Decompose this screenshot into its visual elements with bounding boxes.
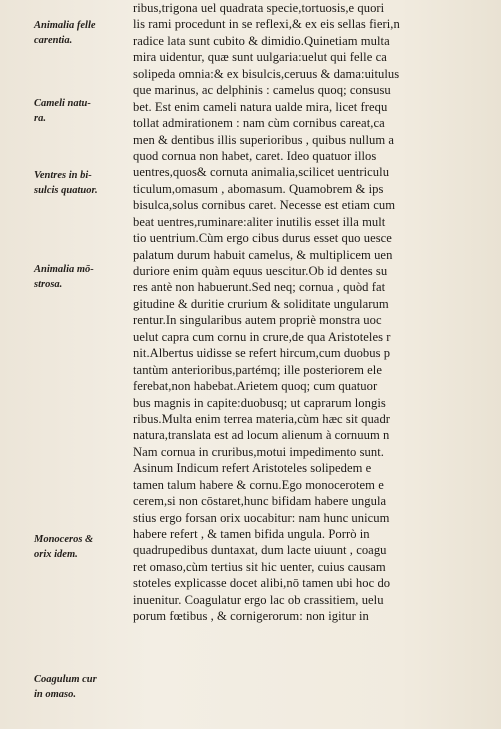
text-line: gitudine & duritie crurium & soliditate ungularum [133, 296, 389, 311]
margin-note-line: Ventres in bi- [34, 170, 92, 181]
text-line: mira uidentur, quæ sunt uulgaria:uelut qui felle ca [133, 50, 387, 65]
text-line: bet. Est enim cameli natura ualde mira, licet frequ [133, 99, 388, 114]
text-line: lis rami procedunt in se reflexi,& ex eis sellas fieri,n [133, 17, 400, 32]
text-line: men & dentibus illis superioribus , quibus nullum a [133, 132, 395, 147]
margin-note-line: in omaso. [34, 689, 77, 700]
text-line: solipeda omnia:& ex bisulcis,ceruus & dama:uitulus [133, 66, 400, 81]
margin-note-line: sulcis quatuor. [34, 185, 98, 196]
text-line: bisulca,solus cornibus caret. Necesse est etiam cum [133, 198, 396, 213]
margin-note-line: strosa. [34, 279, 63, 290]
margin-note-monstrosa [34, 262, 134, 292]
text-line: stoteles explicasse docet alibi,nō tamen ubi hoc do [133, 576, 391, 591]
text-line: ribus,trigona uel quadrata specie,tortuosis,e quori [133, 1, 385, 15]
margin-note-line: orix idem. [34, 549, 78, 560]
text-line: beat uentres,ruminare:aliter inutilis esset illa mult [133, 214, 386, 229]
text-line: natura,translata est ad locum alienum à cornuum n [133, 428, 390, 443]
text-line: rentur.In singularibus autem propriè monstra uoc [133, 313, 382, 328]
margin-note-line: Animalia felle [34, 20, 96, 31]
text-line: uelut capra cum cornu in crure,de qua Aristoteles r [133, 329, 391, 344]
margin-note-animalia-felle [34, 18, 134, 48]
text-line: habere refert , & tamen bifida ungula. Porrò in [133, 527, 370, 541]
text-line: que marinus, ac delphinis : camelus quoq; consusu [133, 83, 391, 98]
margin-note-line: Monoceros & [34, 534, 94, 545]
body-text-column [133, 0, 501, 625]
text-line: porum fœtibus , & cornigerorum: non igitur in [133, 609, 369, 624]
text-line: stius ergo forsan orix uocabitur: nam hunc unicum [133, 510, 390, 525]
text-line: quod cornua non habet, caret. Ideo quatuor illos [133, 148, 377, 163]
text-line: res antè non habuerunt.Sed neq; cornua , quòd fat [133, 280, 386, 295]
margin-note-line: Coagulum cur [34, 674, 97, 685]
margin-note-cameli-natura [34, 96, 134, 126]
text-line: nit.Albertus uidisse se refert hircum,cum duobus p [133, 346, 391, 361]
text-line: tantùm anterioribus,partémq; ille posteriorem ele [133, 362, 382, 377]
margin-note-line: Animalia mō- [34, 264, 94, 275]
text-line: bus magnis in capite:duobusq; ut caprarum longis [133, 395, 386, 410]
text-line: uentres,quos& cornuta animalia,scilicet uentriculu [133, 165, 390, 180]
text-line: tio uentrium.Cùm ergo cibus durus esset quo uesce [133, 231, 392, 246]
text-line: cerem,si non cōstaret,hunc bifidam habere ungula [133, 494, 387, 509]
text-line: ticulum,omasum , abomasum. Quamobrem & ips [133, 181, 384, 196]
text-line: ferebat,non habebat.Arietem quoq; cum quatuor [133, 379, 378, 394]
text-line: radice lata sunt cubito & dimidio.Quinetiam multa [133, 33, 390, 48]
margin-note-line: ra. [34, 113, 46, 124]
margin-note-line: carentia. [34, 35, 73, 46]
text-line: duriore enim quàm equus uescitur.Ob id dentes su [133, 264, 388, 278]
margin-note-monoceros [34, 532, 134, 562]
margin-note-coagulum [34, 672, 134, 702]
text-line: ret omaso,cùm tertius sit hic uenter, cuius causam [133, 559, 386, 574]
text-line: inuenitur. Coagulatur ergo lac ob crassitiem, uelu [133, 592, 384, 607]
text-line: palatum durum habuit camelus, & multiplicem uen [133, 247, 393, 262]
text-line: tollat admirationem : nam cùm cornibus careat,ca [133, 116, 385, 131]
text-line: tamen talum habere & cornu.Ego monocerotem e [133, 477, 384, 492]
text-line: quadrupedibus duntaxat, dum lacte uiuunt , coagu [133, 543, 387, 558]
margin-note-ventres [34, 168, 134, 198]
text-line: Asinum Indicum refert Aristoteles solipedem e [133, 461, 372, 476]
margin-note-line: Cameli natu- [34, 98, 91, 109]
text-line: Nam cornua in cruribus,motui impedimento sunt. [133, 444, 384, 459]
text-line: ribus.Multa enim terrea materia,cùm hæc sit quadr [133, 411, 391, 426]
